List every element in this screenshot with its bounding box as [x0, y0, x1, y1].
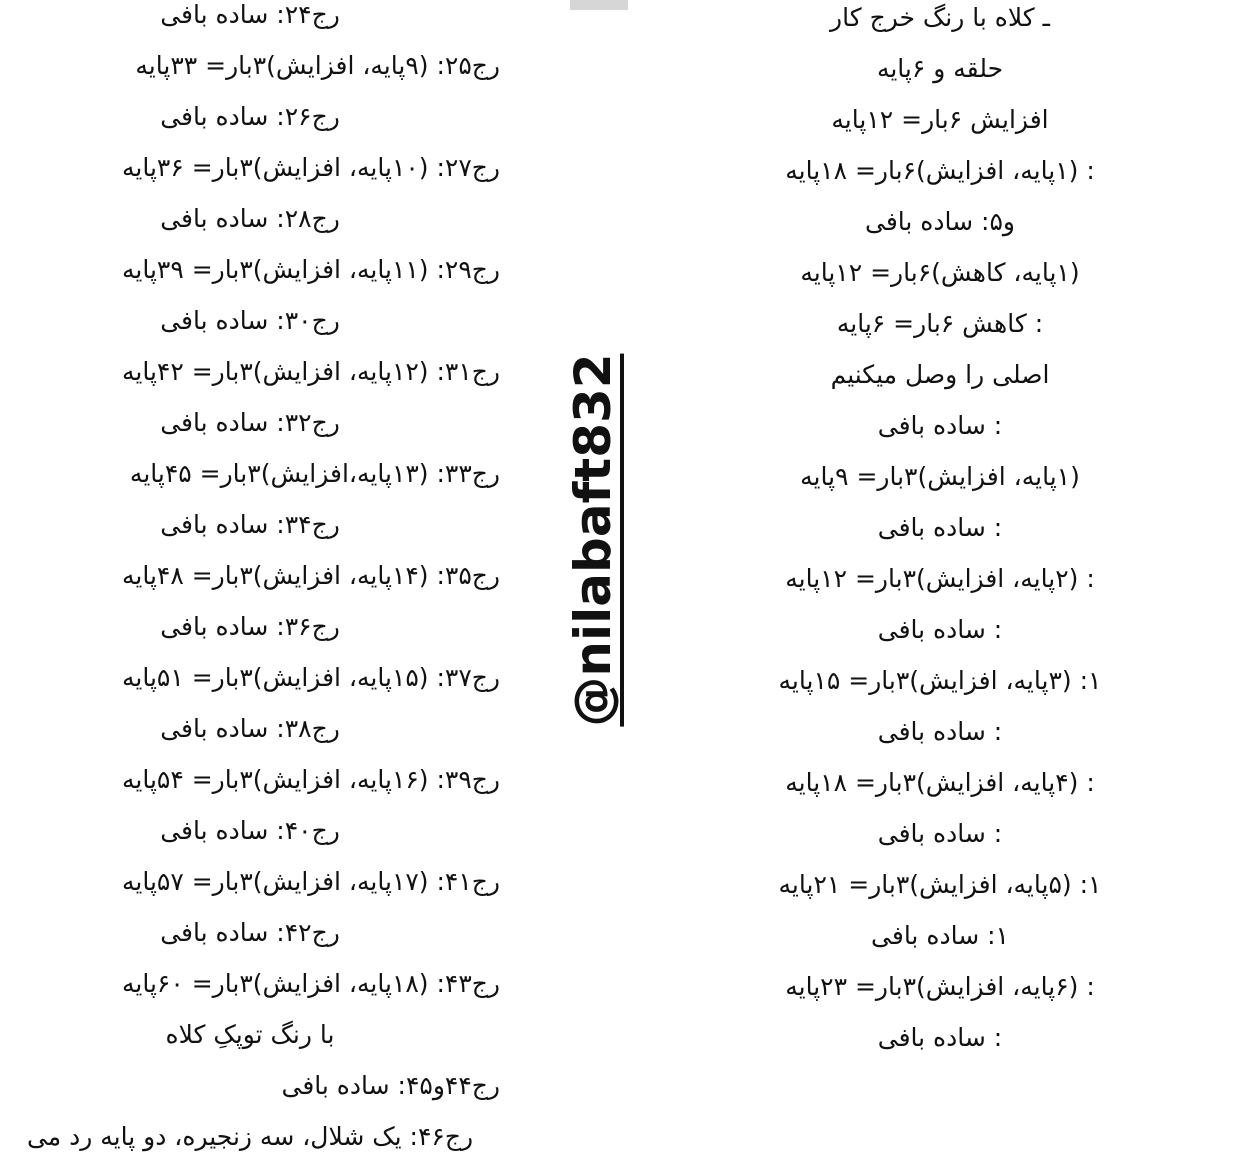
right-pattern-column [620, 0, 1260, 1071]
pattern-row: اصلی را وصل میکنیم [830, 360, 1050, 389]
pattern-row: (۱پایه، افزایش)۳بار= ۹پایه [800, 462, 1080, 491]
left-pattern-column [0, 0, 500, 1170]
pattern-row: ۱: ساده بافی [871, 921, 1009, 950]
pattern-row: (۱پایه، کاهش)۶بار= ۱۲پایه [800, 258, 1080, 287]
pattern-row: رج۲۹: (۱۱پایه، افزایش)۳بار= ۳۹پایه [121, 255, 500, 284]
pattern-row: : ساده بافی [877, 513, 1003, 542]
pattern-row: ـ کلاه با رنگ خرج کار [830, 3, 1050, 32]
pattern-row: رج۲۶: ساده بافی [160, 102, 340, 131]
pattern-row: با رنگ توپکِ کلاه [165, 1020, 335, 1049]
pattern-row: رج۲۴: ساده بافی [160, 0, 340, 29]
pattern-row: : ساده بافی [877, 615, 1003, 644]
pattern-row: رج۴۱: (۱۷پایه، افزایش)۳بار= ۵۷پایه [121, 867, 500, 896]
pattern-row: رج۲۸: ساده بافی [160, 204, 340, 233]
pattern-row: رج۳۴: ساده بافی [160, 510, 340, 539]
pattern-row: : (۲پایه، افزایش)۳بار= ۱۲پایه [785, 564, 1095, 593]
pattern-row: رج۳۰: ساده بافی [160, 306, 340, 335]
pattern-row: رج۳۲: ساده بافی [160, 408, 340, 437]
pattern-row: رج۴۳: (۱۸پایه، افزایش)۳بار= ۶۰پایه [121, 969, 500, 998]
pattern-row: حلقه و ۶پایه [876, 54, 1004, 83]
pattern-row: رج۳۵: (۱۴پایه، افزایش)۳بار= ۴۸پایه [121, 561, 500, 590]
pattern-row: : ساده بافی [877, 411, 1003, 440]
watermark-handle: @nilabaft832 [564, 353, 622, 727]
pattern-row: رج۳۸: ساده بافی [160, 714, 340, 743]
pattern-row: : (۱پایه، افزایش)۶بار= ۱۸پایه [785, 156, 1095, 185]
pattern-row: : کاهش ۶بار= ۶پایه [836, 309, 1044, 338]
pattern-row: رج۳۷: (۱۵پایه، افزایش)۳بار= ۵۱پایه [121, 663, 500, 692]
pattern-row: : (۶پایه، افزایش)۳بار= ۲۳پایه [785, 972, 1095, 1001]
pattern-row: ۱: (۳پایه، افزایش)۳بار= ۱۵پایه [778, 666, 1102, 695]
pattern-row: رج۴۲: ساده بافی [160, 918, 340, 947]
pattern-row: رج۳۳: (۱۳پایه،افزایش)۳بار= ۴۵پایه [129, 459, 500, 488]
pattern-row: افزایش ۶بار= ۱۲پایه [831, 105, 1049, 134]
pattern-row: رج۳۹: (۱۶پایه، افزایش)۳بار= ۵۴پایه [121, 765, 500, 794]
pattern-row: رج۳۶: ساده بافی [160, 612, 340, 641]
pattern-row: : ساده بافی [877, 819, 1003, 848]
pattern-row: رج۳۱: (۱۲پایه، افزایش)۳بار= ۴۲پایه [121, 357, 500, 386]
pattern-row: رج۴۰: ساده بافی [160, 816, 340, 845]
pattern-row: : (۴پایه، افزایش)۳بار= ۱۸پایه [785, 768, 1095, 797]
pattern-row: و۵: ساده بافی [865, 207, 1015, 236]
pattern-row: : ساده بافی [877, 717, 1003, 746]
pattern-row: رج۲۷: (۱۰پایه، افزایش)۳بار= ۳۶پایه [121, 153, 500, 182]
pattern-row: ۱: (۵پایه، افزایش)۳بار= ۲۱پایه [778, 870, 1102, 899]
pattern-row: رج۴۴و۴۵: ساده بافی [281, 1071, 500, 1100]
pattern-row: رج۴۶: یک شلال، سه زنجیره، دو پایه رد می [26, 1122, 474, 1151]
pattern-row: : ساده بافی [877, 1023, 1003, 1052]
pattern-row: رج۲۵: (۹پایه، افزایش)۳بار= ۳۳پایه [135, 51, 500, 80]
